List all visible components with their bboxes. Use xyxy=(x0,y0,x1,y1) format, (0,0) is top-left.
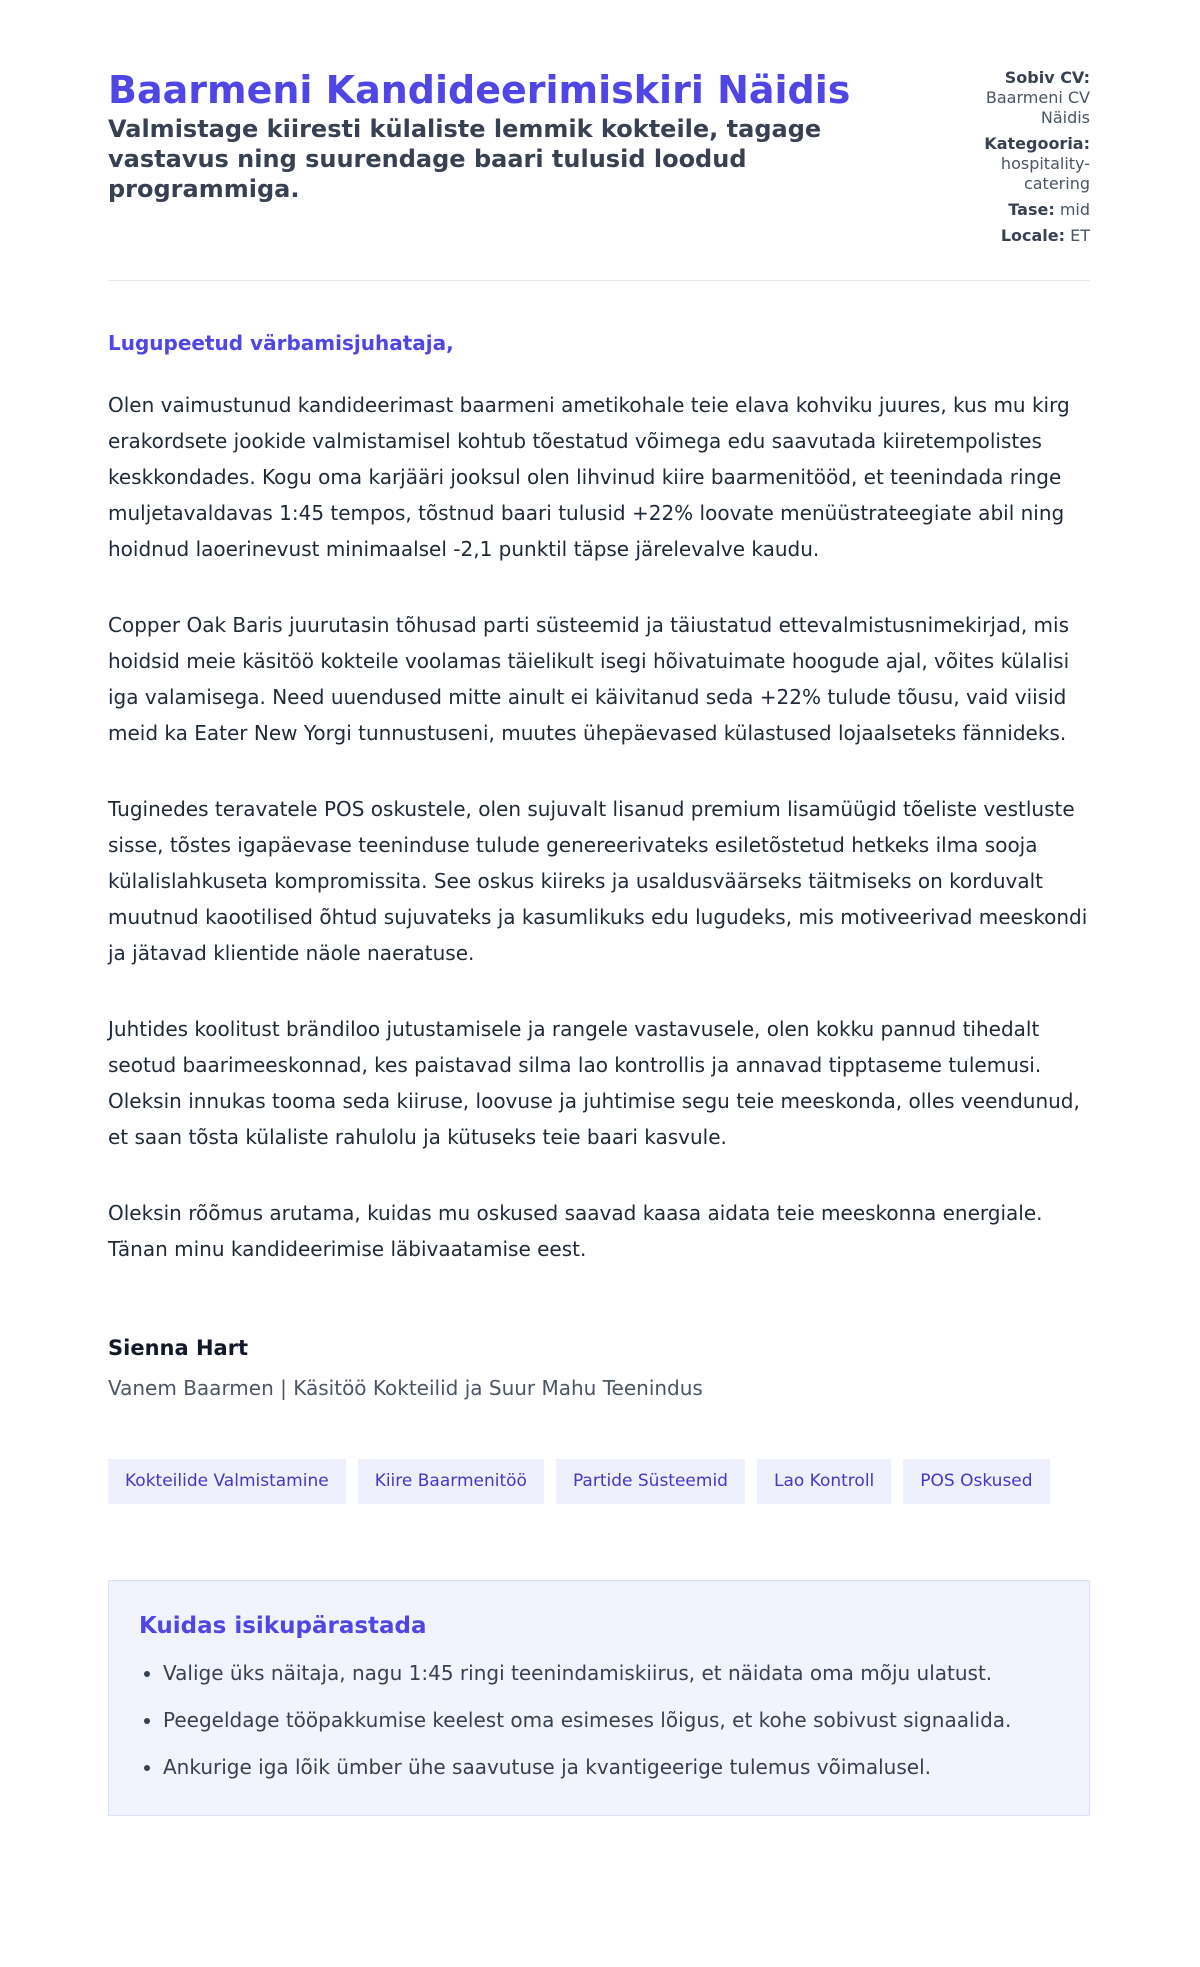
letter-paragraph: Tuginedes teravatele POS oskustele, olen sujuvalt lisanud premium lisamüügid tõeliste vestluste sisse, tõstes igapäevase teeninduse tulude genereerivateks esiletõstetud hetkeks ilma sooja külalislahkuseta kompromissita. See oskus kiireks ja usaldusväärseks täitmiseks on korduvalt muutnud kaootilised õhtud sujuvateks ja kasumlikuks edu lugudeks, mis motiveerivad meeskondi ja jätavad klientide näole naeratuse. xyxy=(108,797,1088,965)
page-subtitle: Valmistage kiiresti külaliste lemmik kokteile, tagage vastavus ning suurendage baari tulusid loodud programmiga. xyxy=(108,115,822,203)
signature-name: Sienna Hart xyxy=(108,1336,249,1360)
meta-category-label: Kategooria: xyxy=(984,134,1090,153)
header xyxy=(108,66,1090,281)
meta-category xyxy=(940,134,1090,194)
skill-tag: Kiire Baarmenitöö xyxy=(358,1459,544,1504)
greeting: Lugupeetud värbamisjuhataja, xyxy=(108,331,454,355)
skill-tag: Partide Süsteemid xyxy=(556,1459,745,1504)
title-block xyxy=(108,66,908,204)
skill-tag: Lao Kontroll xyxy=(757,1459,891,1504)
tip-item: • Ankurige iga lõik ümber ühe saavutuse ja kvantigeerige tulemus võimalusel. xyxy=(163,1753,1059,1781)
meta-level-label: Tase: xyxy=(1008,200,1055,219)
meta-locale-label: Locale: xyxy=(1000,226,1066,245)
meta-cv-value: Baarmeni CV Näidis xyxy=(985,88,1090,127)
tip-item: • Peegeldage tööpakkumise keelest oma esimeses lõigus, et kohe sobivust signaalida. xyxy=(163,1706,1059,1734)
letter-content xyxy=(108,66,1090,1816)
page-title: Baarmeni Kandideerimiskiri Näidis xyxy=(108,68,851,112)
tips-list xyxy=(139,1659,1059,1781)
meta-panel xyxy=(940,66,1090,246)
letter-body xyxy=(108,387,1090,1267)
letter-paragraph: Juhtides koolitust brändiloo jutustamisele ja rangele vastavusele, olen kokku pannud tihedalt seotud baarimeeskonnad, kes paistavad silma lao kontrollis ja annavad tipptaseme tulemusi. Oleksin innukas tooma seda kiiruse, loovuse ja juhtimise segu teie meeskonda, olles veendunud, et saan tõsta külaliste rahulolu ja kütuseks teie baari kasvule. xyxy=(108,1017,1080,1149)
meta-cv xyxy=(940,68,1090,128)
meta-level-value: mid xyxy=(1059,200,1090,219)
meta-level xyxy=(940,200,1090,220)
letter-paragraph: Oleksin rõõmus arutama, kuidas mu oskused saavad kaasa aidata teie meeskonna energiale. Tänan minu kandideerimise läbivaatamise eest. xyxy=(108,1201,1043,1261)
meta-locale xyxy=(940,226,1090,246)
tips-title: Kuidas isikupärastada xyxy=(139,1613,427,1639)
meta-category-value: hospitality-catering xyxy=(1000,154,1090,193)
tips-box xyxy=(108,1580,1090,1816)
letter-paragraph: Olen vaimustunud kandideerimast baarmeni ametikohale teie elava kohviku juures, kus mu kirg erakordsete jookide valmistamisel kohtub tõestatud võimega edu saavutada kiiretempolistes keskkondades. Kogu oma karjääri jooksul olen lihvinud kiire baarmenitööd, et teenindada ringe muljetavaldavas 1:45 tempos, tõstnud baari tulusid +22% loovate menüüstrateegiate abil ning hoidnud laoerinevust minimaalsel -2,1 punktil täpse järelevalve kaudu. xyxy=(108,393,1070,561)
meta-locale-value: ET xyxy=(1070,226,1090,245)
tip-item: • Valige üks näitaja, nagu 1:45 ringi teenindamiskiirus, et näidata oma mõju ulatust. xyxy=(163,1659,1059,1687)
skill-tag: Kokteilide Valmistamine xyxy=(108,1459,346,1504)
signature-role: Vanem Baarmen | Käsitöö Kokteilid ja Suur Mahu Teenindus xyxy=(108,1376,703,1400)
skill-tags xyxy=(108,1459,1090,1504)
letter-paragraph: Copper Oak Baris juurutasin tõhusad parti süsteemid ja täiustatud ettevalmistusnimekirjad, mis hoidsid meie käsitöö kokteile voolamas täielikult isegi hõivatuimate hoogude ajal, võites külalisi iga valamisega. Need uuendused mitte ainult ei käivitanud seda +22% tulude tõusu, vaid viisid meid ka Eater New Yorgi tunnustuseni, muutes ühepäevased külastused lojaalseteks fännideks. xyxy=(108,613,1070,745)
skill-tag: POS Oskused xyxy=(903,1459,1049,1504)
signature xyxy=(108,1333,1090,1403)
meta-cv-label: Sobiv CV: xyxy=(1004,68,1090,87)
